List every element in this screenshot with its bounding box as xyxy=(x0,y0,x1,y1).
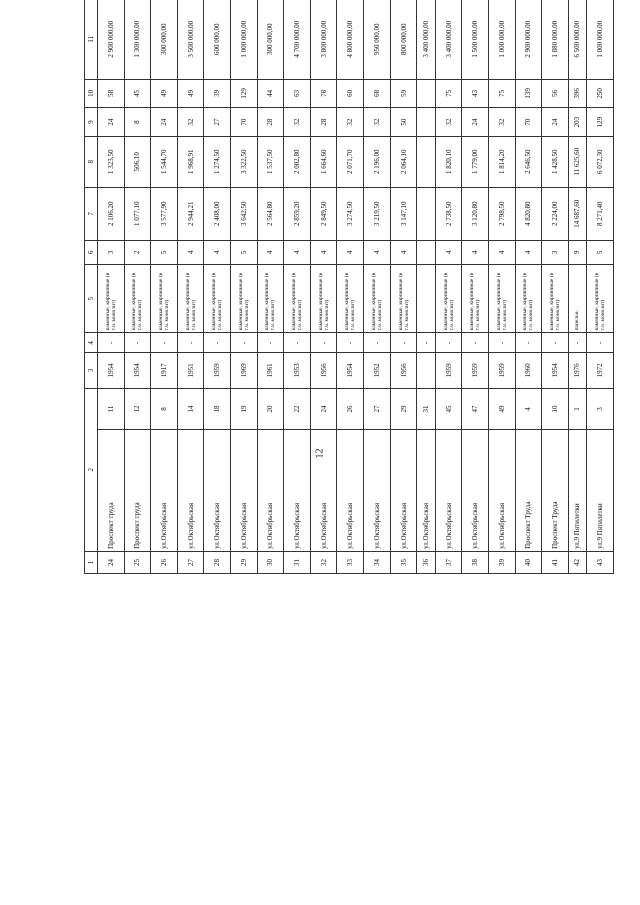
house-number-cell: 24 xyxy=(310,388,337,430)
column-header: 8 xyxy=(85,136,98,187)
table-row xyxy=(337,0,364,574)
column-header: 11 xyxy=(85,0,98,79)
row-number-cell: 36 xyxy=(417,551,435,573)
total-cost-cell: 2 900 000,00 xyxy=(515,0,542,79)
table-row xyxy=(462,0,489,574)
row-number-cell: 32 xyxy=(310,551,337,573)
floors-cell: 4 xyxy=(257,240,284,264)
column-10-cell: 60 xyxy=(337,79,364,108)
house-number-cell: 4 xyxy=(515,388,542,430)
address-cell: Проспект труда xyxy=(98,430,125,551)
row-number-cell: 25 xyxy=(124,551,151,573)
wall-material-cell: каменные, кирпичные (в т.ч. монолит) xyxy=(515,264,542,332)
table-row xyxy=(310,0,337,574)
column-9-cell: 32 xyxy=(284,108,311,137)
house-number-cell: 47 xyxy=(462,388,489,430)
column-header: 7 xyxy=(85,187,98,240)
column-4-cell: - xyxy=(124,333,151,353)
total-area-cell: 8 271,40 xyxy=(587,187,614,240)
rotated-document xyxy=(84,20,614,884)
house-number-cell: 49 xyxy=(488,388,515,430)
column-4-cell: - xyxy=(488,333,515,353)
house-number-cell: 45 xyxy=(435,388,462,430)
row-number-cell: 27 xyxy=(177,551,204,573)
column-4-cell: - xyxy=(284,333,311,353)
total-area-cell: 14 687,60 xyxy=(568,187,586,240)
year-built-cell: 1959 xyxy=(435,353,462,388)
floors-cell xyxy=(417,240,435,264)
house-number-cell: 11 xyxy=(98,388,125,430)
column-10-cell: 44 xyxy=(257,79,284,108)
column-10-cell: 396 xyxy=(568,79,586,108)
table-row xyxy=(417,0,435,574)
living-area-cell: 1 779,00 xyxy=(462,136,489,187)
year-built-cell: 1952 xyxy=(364,353,391,388)
living-area-cell: 1 323,50 xyxy=(98,136,125,187)
address-cell: ул.Октябрьская xyxy=(151,430,178,551)
wall-material-cell xyxy=(417,264,435,332)
floors-cell: 4 xyxy=(337,240,364,264)
table-row xyxy=(488,0,515,574)
address-cell: ул.Октябрьская xyxy=(337,430,364,551)
table-row xyxy=(98,0,125,574)
living-area-cell: 2 196,00 xyxy=(364,136,391,187)
living-area-cell: 1 820,10 xyxy=(435,136,462,187)
floors-cell: 4 xyxy=(177,240,204,264)
column-4-cell: - xyxy=(151,333,178,353)
living-area-cell: 1 664,60 xyxy=(310,136,337,187)
column-header: 9 xyxy=(85,108,98,137)
column-10-cell: 139 xyxy=(515,79,542,108)
total-area-cell: 3 120,80 xyxy=(462,187,489,240)
floors-cell: 4 xyxy=(310,240,337,264)
column-9-cell: 24 xyxy=(98,108,125,137)
total-cost-cell: 1 000 000,00 xyxy=(587,0,614,79)
column-9-cell: 28 xyxy=(310,108,337,137)
address-cell: Проспект Труда xyxy=(515,430,542,551)
column-10-cell: 68 xyxy=(364,79,391,108)
table-row xyxy=(364,0,391,574)
table-row xyxy=(435,0,462,574)
total-area-cell: 2 564,80 xyxy=(257,187,284,240)
living-area-cell: 6 072,30 xyxy=(587,136,614,187)
house-number-cell: 27 xyxy=(364,388,391,430)
total-cost-cell: 1 000 000,00 xyxy=(488,0,515,79)
column-10-cell: 49 xyxy=(151,79,178,108)
total-area-cell: 3 577,90 xyxy=(151,187,178,240)
house-number-cell: 10 xyxy=(542,388,569,430)
address-cell: ул.Октябрьская xyxy=(364,430,391,551)
wall-material-cell: панельн. xyxy=(568,264,586,332)
total-cost-cell: 3 800 000,00 xyxy=(310,0,337,79)
living-area-cell: 1 428,50 xyxy=(542,136,569,187)
total-cost-cell: 1 300 000,00 xyxy=(124,0,151,79)
year-built-cell: 1954 xyxy=(337,353,364,388)
total-cost-cell: 4 700 000,00 xyxy=(284,0,311,79)
house-number-cell: 8 xyxy=(151,388,178,430)
address-cell: ул.Октябрьская xyxy=(204,430,231,551)
total-area-cell: 2 944,21 xyxy=(177,187,204,240)
column-9-cell: 70 xyxy=(231,108,258,137)
wall-material-cell: каменные, кирпичные (в т.ч. монолит) xyxy=(284,264,311,332)
table-row xyxy=(542,0,569,574)
floors-cell: 4 xyxy=(364,240,391,264)
total-cost-cell: 1 500 000,00 xyxy=(462,0,489,79)
column-9-cell: 24 xyxy=(462,108,489,137)
house-number-cell: 29 xyxy=(390,388,417,430)
column-4-cell: - xyxy=(177,333,204,353)
column-9-cell: 32 xyxy=(488,108,515,137)
living-area-cell: 1 537,50 xyxy=(257,136,284,187)
address-cell: ул.Октябрьская xyxy=(390,430,417,551)
house-number-cell: 31 xyxy=(417,388,435,430)
table-row xyxy=(257,0,284,574)
living-area-cell: 3 322,50 xyxy=(231,136,258,187)
wall-material-cell: каменные, кирпичные (в т.ч. монолит) xyxy=(364,264,391,332)
year-built-cell: 1954 xyxy=(98,353,125,388)
house-number-cell: 18 xyxy=(204,388,231,430)
total-cost-cell: 1 880 000,00 xyxy=(542,0,569,79)
living-area-cell: 11 625,60 xyxy=(568,136,586,187)
wall-material-cell: каменные, кирпичные (в т.ч. монолит) xyxy=(542,264,569,332)
column-10-cell: 56 xyxy=(542,79,569,108)
total-area-cell: 3 274,50 xyxy=(337,187,364,240)
column-10-cell: 250 xyxy=(587,79,614,108)
column-9-cell: 32 xyxy=(435,108,462,137)
table-row xyxy=(568,0,586,574)
column-9-cell: 28 xyxy=(257,108,284,137)
row-number-cell: 37 xyxy=(435,551,462,573)
year-built-cell: 1961 xyxy=(257,353,284,388)
header-row xyxy=(85,0,98,574)
living-area-cell: 1 544,70 xyxy=(151,136,178,187)
column-header: 6 xyxy=(85,240,98,264)
wall-material-cell: каменные, кирпичные (в т.ч. монолит) xyxy=(257,264,284,332)
address-cell: Проспект Труда xyxy=(542,430,569,551)
row-number-cell: 29 xyxy=(231,551,258,573)
address-cell: ул.Октябрьская xyxy=(462,430,489,551)
floors-cell: 4 xyxy=(462,240,489,264)
floors-cell: 4 xyxy=(488,240,515,264)
column-9-cell: 129 xyxy=(587,108,614,137)
wall-material-cell: каменные, кирпичные (в т.ч. монолит) xyxy=(98,264,125,332)
wall-material-cell: каменные, кирпичные (в т.ч. монолит) xyxy=(337,264,364,332)
floors-cell: 5 xyxy=(151,240,178,264)
total-cost-cell: 2 900 000,00 xyxy=(98,0,125,79)
column-header: 4 xyxy=(85,333,98,353)
total-cost-cell: 300 000,00 xyxy=(151,0,178,79)
year-built-cell: 1956 xyxy=(390,353,417,388)
column-4-cell: - xyxy=(257,333,284,353)
row-number-cell: 30 xyxy=(257,551,284,573)
column-4-cell: - xyxy=(417,333,435,353)
column-header: 2 xyxy=(85,388,98,551)
table-row xyxy=(515,0,542,574)
row-number-cell: 28 xyxy=(204,551,231,573)
column-header: 5 xyxy=(85,264,98,332)
column-10-cell: 45 xyxy=(124,79,151,108)
address-cell: ул.Октябрьская xyxy=(417,430,435,551)
column-10-cell: 78 xyxy=(310,79,337,108)
total-cost-cell: 4 800 000,00 xyxy=(337,0,364,79)
total-cost-cell: 600 000,00 xyxy=(204,0,231,79)
column-9-cell: 70 xyxy=(515,108,542,137)
column-9-cell: 24 xyxy=(542,108,569,137)
floors-cell: 5 xyxy=(231,240,258,264)
column-4-cell: - xyxy=(390,333,417,353)
living-area-cell: 1 968,91 xyxy=(177,136,204,187)
rotated-page xyxy=(84,0,614,574)
row-number-cell: 41 xyxy=(542,551,569,573)
column-10-cell: 58 xyxy=(98,79,125,108)
column-10-cell: 75 xyxy=(435,79,462,108)
row-number-cell: 34 xyxy=(364,551,391,573)
column-9-cell: 203 xyxy=(568,108,586,137)
floors-cell: 4 xyxy=(204,240,231,264)
wall-material-cell: каменные, кирпичные (в т.ч. монолит) xyxy=(231,264,258,332)
wall-material-cell: каменные, кирпичные (в т.ч. монолит) xyxy=(390,264,417,332)
column-4-cell: - xyxy=(568,333,586,353)
address-cell: ул.Октябрьская xyxy=(284,430,311,551)
address-cell: ул.Октябрьская xyxy=(310,430,337,551)
address-cell: ул.Октябрьская xyxy=(435,430,462,551)
total-cost-cell: 300 000,00 xyxy=(257,0,284,79)
column-9-cell: 50 xyxy=(390,108,417,137)
total-area-cell: 2 408,00 xyxy=(204,187,231,240)
year-built-cell: 1959 xyxy=(488,353,515,388)
address-cell: ул.Октябрьская xyxy=(488,430,515,551)
column-4-cell: - xyxy=(462,333,489,353)
total-cost-cell: 800 000,00 xyxy=(390,0,417,79)
house-number-cell: 3 xyxy=(587,388,614,430)
total-area-cell: 2 859,20 xyxy=(284,187,311,240)
column-9-cell: 32 xyxy=(364,108,391,137)
year-built-cell: 1954 xyxy=(542,353,569,388)
total-cost-cell: 6 500 000,00 xyxy=(568,0,586,79)
column-9-cell: 32 xyxy=(177,108,204,137)
wall-material-cell: каменные, кирпичные (в т.ч. монолит) xyxy=(177,264,204,332)
living-area-cell: 1 814,20 xyxy=(488,136,515,187)
total-area-cell: 2 224,00 xyxy=(542,187,569,240)
column-4-cell: - xyxy=(542,333,569,353)
floors-cell: 3 xyxy=(98,240,125,264)
column-10-cell: 43 xyxy=(462,79,489,108)
wall-material-cell: каменные, кирпичные (в т.ч. монолит) xyxy=(310,264,337,332)
year-built-cell: 1972 xyxy=(587,353,614,388)
total-area-cell: 2 798,50 xyxy=(488,187,515,240)
address-cell: ул.Октябрьская xyxy=(177,430,204,551)
house-number-cell: 14 xyxy=(177,388,204,430)
column-4-cell: - xyxy=(98,333,125,353)
column-4-cell: - xyxy=(364,333,391,353)
row-number-cell: 40 xyxy=(515,551,542,573)
house-number-cell: 22 xyxy=(284,388,311,430)
column-header: 10 xyxy=(85,79,98,108)
row-number-cell: 39 xyxy=(488,551,515,573)
buildings-table xyxy=(84,0,614,574)
table-row xyxy=(177,0,204,574)
table-row xyxy=(284,0,311,574)
row-number-cell: 24 xyxy=(98,551,125,573)
column-4-cell: - xyxy=(515,333,542,353)
floors-cell: 3 xyxy=(542,240,569,264)
row-number-cell: 33 xyxy=(337,551,364,573)
table-row xyxy=(151,0,178,574)
year-built-cell xyxy=(417,353,435,388)
column-4-cell: - xyxy=(231,333,258,353)
house-number-cell: 1 xyxy=(568,388,586,430)
wall-material-cell: каменные, кирпичные (в т.ч. монолит) xyxy=(204,264,231,332)
column-9-cell: 27 xyxy=(204,108,231,137)
column-9-cell: 32 xyxy=(337,108,364,137)
address-cell: ул.Октябрьская xyxy=(231,430,258,551)
column-9-cell xyxy=(417,108,435,137)
row-number-cell: 31 xyxy=(284,551,311,573)
floors-cell: 5 xyxy=(587,240,614,264)
living-area-cell: 2 071,70 xyxy=(337,136,364,187)
floors-cell: 9 xyxy=(568,240,586,264)
column-4-cell: - xyxy=(435,333,462,353)
column-header: 1 xyxy=(85,551,98,573)
year-built-cell: 1969 xyxy=(231,353,258,388)
address-cell: ул.9 Пятилетки xyxy=(568,430,586,551)
floors-cell: 4 xyxy=(515,240,542,264)
column-9-cell: 8 xyxy=(124,108,151,137)
year-built-cell: 1951 xyxy=(177,353,204,388)
column-4-cell: - xyxy=(310,333,337,353)
table-row xyxy=(204,0,231,574)
year-built-cell: 1917 xyxy=(151,353,178,388)
wall-material-cell: каменные, кирпичные (в т.ч. монолит) xyxy=(435,264,462,332)
living-area-cell: 2 002,80 xyxy=(284,136,311,187)
address-cell: ул.Октябрьская xyxy=(257,430,284,551)
house-number-cell: 26 xyxy=(337,388,364,430)
floors-cell: 4 xyxy=(390,240,417,264)
column-10-cell: 49 xyxy=(177,79,204,108)
row-number-cell: 43 xyxy=(587,551,614,573)
year-built-cell: 1959 xyxy=(462,353,489,388)
floors-cell: 4 xyxy=(284,240,311,264)
total-cost-cell: 3 500 000,00 xyxy=(177,0,204,79)
total-area-cell xyxy=(417,187,435,240)
year-built-cell: 1976 xyxy=(568,353,586,388)
living-area-cell xyxy=(417,136,435,187)
year-built-cell: 1960 xyxy=(515,353,542,388)
year-built-cell: 1959 xyxy=(204,353,231,388)
column-4-cell: - xyxy=(337,333,364,353)
total-area-cell: 2 738,50 xyxy=(435,187,462,240)
total-cost-cell: 1 000 000,00 xyxy=(231,0,258,79)
wall-material-cell: каменные, кирпичные (в т.ч. монолит) xyxy=(151,264,178,332)
total-area-cell: 2 849,50 xyxy=(310,187,337,240)
column-4-cell: - xyxy=(204,333,231,353)
living-area-cell: 1 274,50 xyxy=(204,136,231,187)
living-area-cell: 506,10 xyxy=(124,136,151,187)
wall-material-cell: каменные, кирпичные (в т.ч. монолит) xyxy=(124,264,151,332)
total-area-cell: 3 642,50 xyxy=(231,187,258,240)
column-10-cell: 75 xyxy=(488,79,515,108)
table-row xyxy=(124,0,151,574)
column-10-cell: 59 xyxy=(390,79,417,108)
column-10-cell: 63 xyxy=(284,79,311,108)
row-number-cell: 42 xyxy=(568,551,586,573)
total-area-cell: 1 077,10 xyxy=(124,187,151,240)
column-9-cell: 24 xyxy=(151,108,178,137)
year-built-cell: 1953 xyxy=(284,353,311,388)
table-row xyxy=(390,0,417,574)
floors-cell: 2 xyxy=(124,240,151,264)
table-row xyxy=(587,0,614,574)
row-number-cell: 38 xyxy=(462,551,489,573)
wall-material-cell: каменные, кирпичные (в т.ч. монолит) xyxy=(488,264,515,332)
house-number-cell: 12 xyxy=(124,388,151,430)
total-cost-cell: 3 400 000,00 xyxy=(435,0,462,79)
address-cell: Проспект труда xyxy=(124,430,151,551)
floors-cell: 4 xyxy=(435,240,462,264)
house-number-cell: 20 xyxy=(257,388,284,430)
total-area-cell: 3 219,50 xyxy=(364,187,391,240)
total-area-cell: 3 147,10 xyxy=(390,187,417,240)
total-cost-cell: 950 000,00 xyxy=(364,0,391,79)
column-10-cell: 129 xyxy=(231,79,258,108)
column-header: 3 xyxy=(85,353,98,388)
total-area-cell: 4 820,80 xyxy=(515,187,542,240)
page-number: 12 xyxy=(314,448,326,459)
living-area-cell: 2 064,10 xyxy=(390,136,417,187)
year-built-cell: 1954 xyxy=(124,353,151,388)
address-cell: ул.9 Пятилетки xyxy=(587,430,614,551)
total-area-cell: 2 106,20 xyxy=(98,187,125,240)
column-10-cell xyxy=(417,79,435,108)
column-10-cell: 39 xyxy=(204,79,231,108)
living-area-cell: 2 646,50 xyxy=(515,136,542,187)
total-cost-cell: 3 400 000,00 xyxy=(417,0,435,79)
wall-material-cell: каменные, кирпичные (в т.ч. монолит) xyxy=(462,264,489,332)
wall-material-cell: каменные, кирпичные (в т.ч. монолит) xyxy=(587,264,614,332)
column-4-cell: - xyxy=(587,333,614,353)
house-number-cell: 19 xyxy=(231,388,258,430)
year-built-cell: 1956 xyxy=(310,353,337,388)
row-number-cell: 26 xyxy=(151,551,178,573)
table-row xyxy=(231,0,258,574)
row-number-cell: 35 xyxy=(390,551,417,573)
